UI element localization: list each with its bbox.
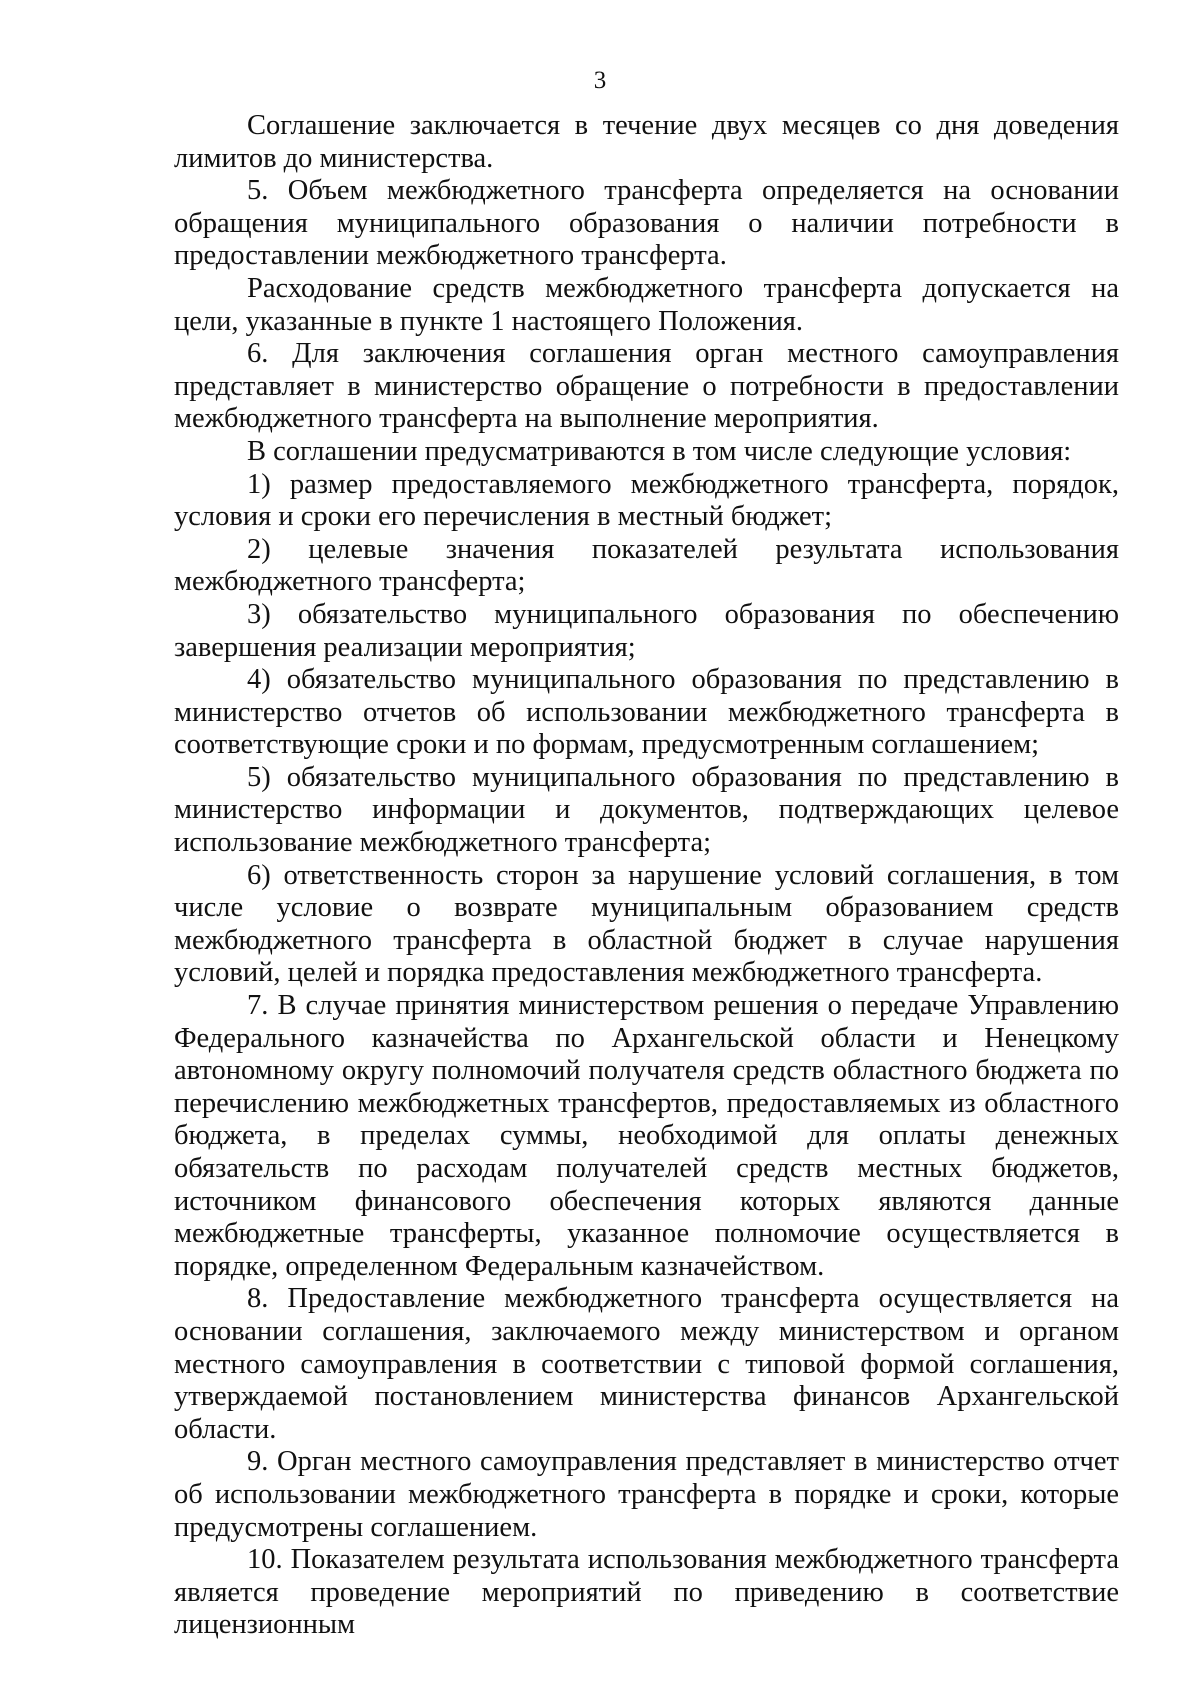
- list-item-condition-3: 3) обязательство муниципального образования по обеспечению завершения реализации мероприятия;: [174, 598, 1119, 663]
- paragraph-9-report: 9. Орган местного самоуправления представляет в министерство отчет об использовании межбюджетного трансферта в порядке и сроки, которые предусмотрены соглашением.: [174, 1446, 1119, 1543]
- paragraph-5-transfer-volume: 5. Объем межбюджетного трансферта определяется на основании обращения муниципального образования о наличии потребности в предоставлении межбюджетного трансферта.: [174, 175, 1119, 272]
- list-item-condition-1: 1) размер предоставляемого межбюджетного трансферта, порядок, условия и сроки его перечисления в местный бюджет;: [174, 468, 1119, 533]
- paragraph-agreement-conditions-intro: В соглашении предусматриваются в том числе следующие условия:: [247, 435, 1072, 467]
- list-item-condition-6: 6) ответственность сторон за нарушение условий соглашения, в том числе условие о возврате муниципальным образованием средств межбюджетного трансферта в областной бюджет в случае нарушения условий, целей и порядка предоставления межбюджетного трансферта.: [174, 859, 1119, 989]
- paragraph-agreement-term: Соглашение заключается в течение двух месяцев со дня доведения лимитов до министерства.: [174, 110, 1119, 174]
- list-item-condition-2: 2) целевые значения показателей результата использования межбюджетного трансферта;: [174, 533, 1119, 598]
- paragraph-spending-purpose: Расходование средств межбюджетного трансферта допускается на цели, указанные в пункте 1 настоящего Положения.: [174, 272, 1119, 337]
- paragraph-6-agreement-request: 6. Для заключения соглашения орган местного самоуправления представляет в министерство обращение о потребности в предоставлении межбюджетного трансферта на выполнение мероприятия.: [174, 338, 1119, 435]
- page-number: 3: [593, 67, 607, 94]
- paragraph-7-treasury-powers: 7. В случае принятия министерством решения о передаче Управлению Федерального казначейства по Архангельской области и Ненецкому автономному округу полномочий получателя средств областного бюджета по перечислению межбюджетных трансфертов, предоставляемых из областного бюджета, в пределах суммы, необходимой для оплаты денежных обязательств по расходам получателей средств местных бюджетов, источником финансового обеспечения которых являются данные межбюджетные трансферты, указанное полномочие осуществляется в порядке, определенном Федеральным казначейством.: [174, 990, 1119, 1282]
- paragraph-8-transfer-basis: 8. Предоставление межбюджетного трансферта осуществляется на основании соглашения, заключаемого между министерством и органом местного самоуправления в соответствии с типовой формой соглашения, утверждаемой постановлением министерства финансов Архангельской области.: [174, 1283, 1119, 1445]
- list-item-condition-4: 4) обязательство муниципального образования по представлению в министерство отчетов об использовании межбюджетного трансферта в соответствующие сроки и по формам, предусмотренным соглашением;: [174, 664, 1119, 761]
- document-body: [174, 110, 1119, 1642]
- paragraph-10-result-indicator: 10. Показателем результата использования межбюджетного трансферта является проведение мероприятий по приведению в соответствие лицензионным: [174, 1544, 1119, 1641]
- list-item-condition-5: 5) обязательство муниципального образования по представлению в министерство информации и документов, подтверждающих целевое использование межбюджетного трансферта;: [174, 761, 1119, 859]
